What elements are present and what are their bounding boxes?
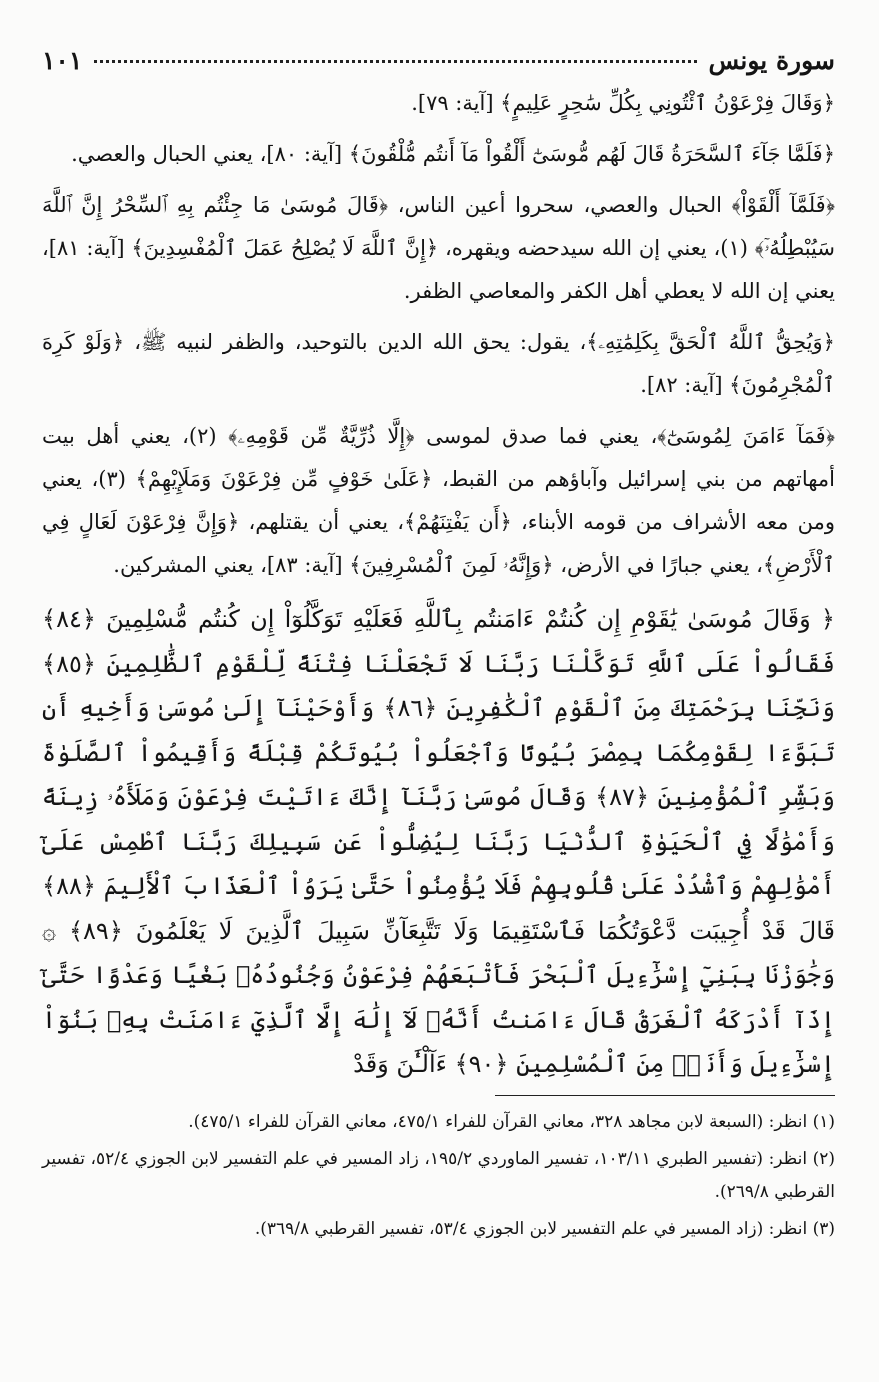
commentary-paragraph-4: ﴿وَيُحِقُّ ٱللَّهُ ٱلْحَقَّ بِكَلِمَٰتِهِۦ﴾، يقول: يحق الله الدين بالتوحيد، والظفر لنبيه ﷺ، ﴿وَلَوْ كَرِهَ ٱلْمُجْرِمُونَ﴾ [آية: ٨٢].	[42, 330, 835, 397]
commentary-paragraph-3: ﴿فَلَمَّآ أَلْقَوْاْ﴾ الحبال والعصي، سحروا أعين الناس، ﴿قَالَ مُوسَىٰ مَا جِئْتُم بِهِ ٱلسِّحْرُ إِنَّ ٱللَّهَ سَيُبْطِلُهُۥٓ﴾ (١)، يعني إن الله سيدحضه ويقهره، ﴿إِنَّ ٱللَّهَ لَا يُصْلِحُ عَمَلَ ٱلْمُفْسِدِينَ﴾ [آية: ٨١]، يعني إن الله لا يعطي أهل الكفر والمعاصي الظفر.	[42, 193, 835, 303]
footnotes	[42, 1106, 835, 1246]
footnote-separator	[495, 1095, 835, 1096]
quran-verses-block: ﴿ وَقَالَ مُوسَىٰ يَٰقَوْمِ إِن كُنتُمْ ءَامَنتُم بِٱللَّهِ فَعَلَيْهِ تَوَكَّلُوٓاْ إِن كُنتُم مُّسْلِمِينَ ﴿٨٤﴾ فَقَالُواْ عَلَى ٱللَّهِ تَوَكَّلْنَا رَبَّنَا لَا تَجْعَلْنَا فِتْنَةً لِّلْقَوْمِ ٱلظَّٰلِمِينَ ﴿٨٥﴾ وَنَجِّنَا بِرَحْمَتِكَ مِنَ ٱلْقَوْمِ ٱلْكَٰفِرِينَ ﴿٨٦﴾ وَأَوْحَيْنَآ إِلَىٰ مُوسَىٰ وَأَخِيهِ أَن تَبَوَّءَا لِقَوْمِكُمَا بِمِصْرَ بُيُوتًا وَٱجْعَلُواْ بُيُوتَكُمْ قِبْلَةً وَأَقِيمُواْ ٱلصَّلَوٰةَ وَبَشِّرِ ٱلْمُؤْمِنِينَ ﴿٨٧﴾ وَقَالَ مُوسَىٰ رَبَّنَآ إِنَّكَ ءَاتَيْتَ فِرْعَوْنَ وَمَلَأَهُۥ زِينَةً وَأَمْوَٰلًا فِي ٱلْحَيَوٰةِ ٱلدُّنْيَا رَبَّنَا لِيُضِلُّواْ عَن سَبِيلِكَ رَبَّنَا ٱطْمِسْ عَلَىٰٓ أَمْوَٰلِهِمْ وَٱشْدُدْ عَلَىٰ قُلُوبِهِمْ فَلَا يُؤْمِنُواْ حَتَّىٰ يَرَوُاْ ٱلْعَذَابَ ٱلْأَلِيمَ ﴿٨٨﴾ قَالَ قَدْ أُجِيبَت دَّعْوَتُكُمَا فَٱسْتَقِيمَا وَلَا تَتَّبِعَآنِّ سَبِيلَ ٱلَّذِينَ لَا يَعْلَمُونَ ﴿٨٩﴾ ۞ وَجَٰوَزْنَا بِبَنِيٓ إِسْرَٰٓءِيلَ ٱلْبَحْرَ فَأَتْبَعَهُمْ فِرْعَوْنُ وَجُنُودُهُۥ بَغْيًا وَعَدْوًا حَتَّىٰٓ إِذَآ أَدْرَكَهُ ٱلْغَرَقُ قَالَ ءَامَنتُ أَنَّهُۥ لَآ إِلَٰهَ إِلَّا ٱلَّذِيٓ ءَامَنَتْ بِهِۦ بَنُوٓاْ إِسْرَٰٓءِيلَ وَأَنَا۠ مِنَ ٱلْمُسْلِمِينَ ﴿٩٠﴾ ءَآلْـَٰٔنَ وَقَدْ	[42, 605, 836, 1078]
commentary-paragraph-5: ﴿فَمَآ ءَامَنَ لِمُوسَىٰٓ﴾، يعني فما صدق لموسى ﴿إِلَّا ذُرِّيَّةٌ مِّن قَوْمِهِۦ﴾ (٢)، يعني أهل بيت أمهاتهم من بني إسرائيل وآباؤهم من القبط، ﴿عَلَىٰ خَوْفٍ مِّن فِرْعَوْنَ وَمَلَإِيْهِمْ﴾ (٣)، يعني ومن معه الأشراف من قومه الأبناء، ﴿أَن يَفْتِنَهُمْ﴾، يعني أن يقتلهم، ﴿وَإِنَّ فِرْعَوْنَ لَعَالٍ فِي ٱلْأَرْضِ﴾، يعني جبارًا في الأرض، ﴿وَإِنَّهُۥ لَمِنَ ٱلْمُسْرِفِينَ﴾ [آية: ٨٣]، يعني المشركين.	[42, 424, 835, 577]
page-header	[42, 46, 835, 82]
commentary-paragraph-2: ﴿فَلَمَّا جَآءَ ٱلسَّحَرَةُ قَالَ لَهُم مُّوسَىٰٓ أَلْقُواْ مَآ أَنتُم مُّلْقُونَ﴾ [آية: ٨٠]، يعني الحبال والعصي.	[71, 142, 835, 166]
surah-title: سورة يونس	[708, 46, 835, 75]
page-number: ١٠١	[42, 46, 83, 75]
dotted-leader	[94, 60, 696, 63]
commentary-paragraph-1: ﴿وَقَالَ فِرْعَوْنُ ٱئْتُونِي بِكُلِّ سَٰحِرٍ عَلِيمٍ﴾ [آية: ٧٩].	[411, 91, 835, 115]
footnote-1: (١) انظر: (السبعة لابن مجاهد ٣٢٨، معاني القرآن للفراء ٤٧٥/١، معاني القرآن للفراء ٤٧٥/١).	[188, 1111, 835, 1132]
footnote-3: (٣) انظر: (زاد المسير في علم التفسير لابن الجوزي ٥٣/٤، تفسير القرطبي ٣٦٩/٨).	[254, 1218, 835, 1239]
footnote-2: (٢) انظر: (تفسير الطبري ١٠٣/١١، تفسير الماوردي ١٩٥/٢، زاد المسير في علم التفسير لابن الجوزي ٥٢/٤، تفسير القرطبي ٢٦٩/٨).	[42, 1148, 835, 1202]
